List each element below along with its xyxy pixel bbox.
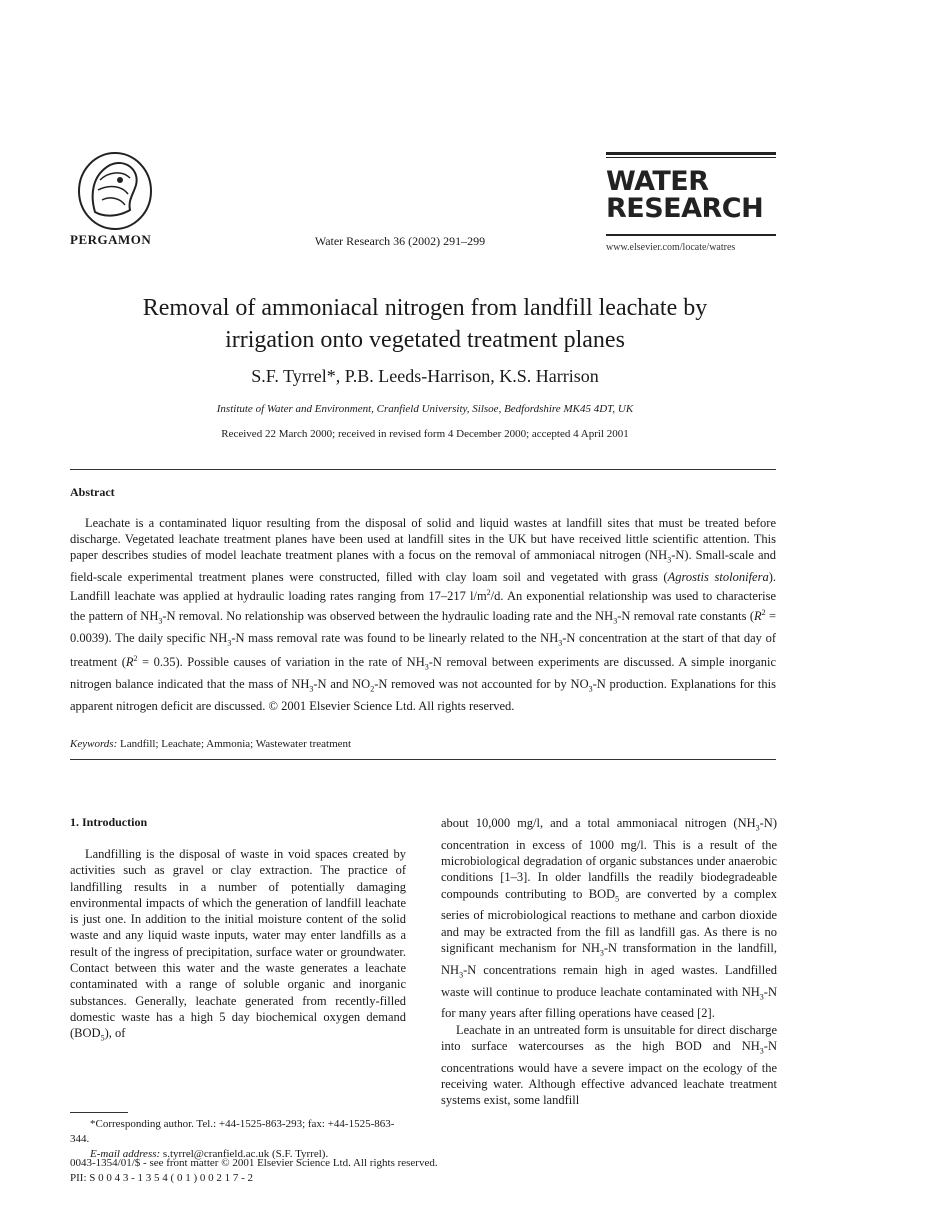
publisher-name: PERGAMON: [70, 232, 152, 247]
divider-bottom: [70, 759, 776, 760]
journal-logo-line2: RESEARCH: [606, 193, 764, 224]
footnote-divider: [70, 1112, 128, 1113]
page-footer: [70, 1156, 438, 1186]
email-address[interactable]: s.tyrrel@cranfield.ac.uk (S.F. Tyrrel).: [162, 1148, 329, 1160]
keywords-label: Keywords:: [70, 738, 118, 750]
article-title: [60, 292, 790, 356]
journal-logo-line1: WATER: [606, 166, 709, 197]
keywords-text: Landfill; Leachate; Ammonia; Wastewater treatment: [120, 738, 352, 750]
intro-paragraph-2: Leachate in an untreated form is unsuitable for direct discharge into surface watercourses as the high BOD and $NH_3-N$ concentrations would have a severe impact on the ecology of the receiving water. Although effective advanced leachate treatment systems exist, some landfill: [441, 1022, 777, 1108]
column-left: [70, 815, 406, 1047]
journal-logo: [606, 152, 776, 253]
title-line-2: irrigation onto vegetated treatment planes: [225, 327, 625, 353]
corresponding-author: *Corresponding author. Tel.: +44-1525-863-293; fax: +44-1525-863-344.: [70, 1118, 395, 1145]
section-heading-introduction: 1. Introduction: [70, 815, 148, 829]
journal-reference: Water Research 36 (2002) 291–299: [314, 234, 486, 248]
column-right: [441, 815, 777, 1109]
intro-paragraph-1-continued: about 10,000 mg/l, and a total ammoniacal nitrogen $(NH_3-N)$ concentration in excess of 1000 mg/l. This is a result of the microbiological degradation of organic substances under anaerobic conditions [1–3]. In older landfills the readily biodegradeable compounds contributing to $BOD_5$ are converted by a complex series of microbiological reactions to methane and carbon dioxide and may be extracted from the fill as landfill gas. As there is no significant mechanism for $NH_3-N$ transformation in the landfill, $NH_3-N$ concentrations remain high in aged wastes. Landfilled waste will continue to produce leachate contaminated with $NH_3-N$ for many years after filling operations have ceased [2].: [441, 816, 777, 1021]
affiliation: Institute of Water and Environment, Cranfield University, Silsoe, Bedfordshire MK45 4DT, UK: [216, 403, 634, 415]
email-label: E-mail address:: [90, 1148, 161, 1160]
divider-top: [70, 469, 776, 470]
title-line-1: Removal of ammoniacal nitrogen from landfill leachate by: [142, 295, 708, 321]
authors: S.F. Tyrrel*, P.B. Leeds-Harrison, K.S. Harrison: [251, 366, 599, 386]
abstract-text: Leachate is a contaminated liquor resulting from the disposal of solid and liquid wastes at landfill sites that must be treated before discharge. Vegetated leachate treatment planes have been used at landfill sites in the UK but have received little scientific attention. This paper describes studies of model leachate treatment planes with a focus on the removal of ammoniacal nitrogen $(NH_3-N)$. Small-scale and field-scale experimental treatment planes were constructed, filled with clay loam soil and vegetated with grass (Agrostis stolonifera). Landfill leachate was applied at hydraulic loading rates ranging from 17–217 $l/m^2/d$. An exponential relationship was used to characterise the pattern of $NH_3-N$ removal. No relationship was observed between the hydraulic loading rate and the $NH_3-N$ removal rate constants $(R^2 = 0.0039)$. The daily specific $NH_3-N$ mass removal rate was found to be linearly related to the $NH_3-N$ concentration at the start of that day of treatment $(R^2 = 0.35)$. Possible causes of variation in the rate of $NH_3-N$ removal between experiments are discussed. A simple inorganic nitrogen balance indicated that the mass of $NH_3-N$ and $NO_2-N$ removed was not accounted for by $NO_3-N$ production. Explanations for this apparent nitrogen deficit are discussed. © 2001 Elsevier Science Ltd. All rights reserved.: [70, 516, 777, 713]
keywords: [70, 738, 351, 750]
pii-line: PII: S 0 0 4 3 - 1 3 5 4 ( 0 1 ) 0 0 2 1 7 - 2: [70, 1172, 254, 1184]
intro-paragraph-1: Landfilling is the disposal of waste in void spaces created by activities such as gravel or clay extraction. The practice of landfilling results in a number of potentially damaging environmental impacts of which the generation of landfill leachate is just one. In addition to the initial moisture content of the solid waste and any liquid waste inputs, water may enter landfills as a result of the ingress of precipitation, surface water or groundwater. Contact between this water and the waste generates a leachate contaminated with a range of soluble organic and inorganic substances. Generally, leachate generated from recently-filled domestic waste has a high 5 day biochemical oxygen demand $(BOD_5)$, of: [70, 847, 406, 1043]
publisher-logo: [70, 150, 170, 237]
received-dates: Received 22 March 2000; received in revised form 4 December 2000; accepted 4 April 2001: [221, 428, 629, 440]
abstract-heading: Abstract: [70, 485, 115, 499]
copyright-line: 0043-1354/01/$ - see front matter © 2001 Elsevier Science Ltd. All rights reserved.: [70, 1157, 438, 1169]
journal-url[interactable]: www.elsevier.com/locate/watres: [606, 242, 736, 253]
